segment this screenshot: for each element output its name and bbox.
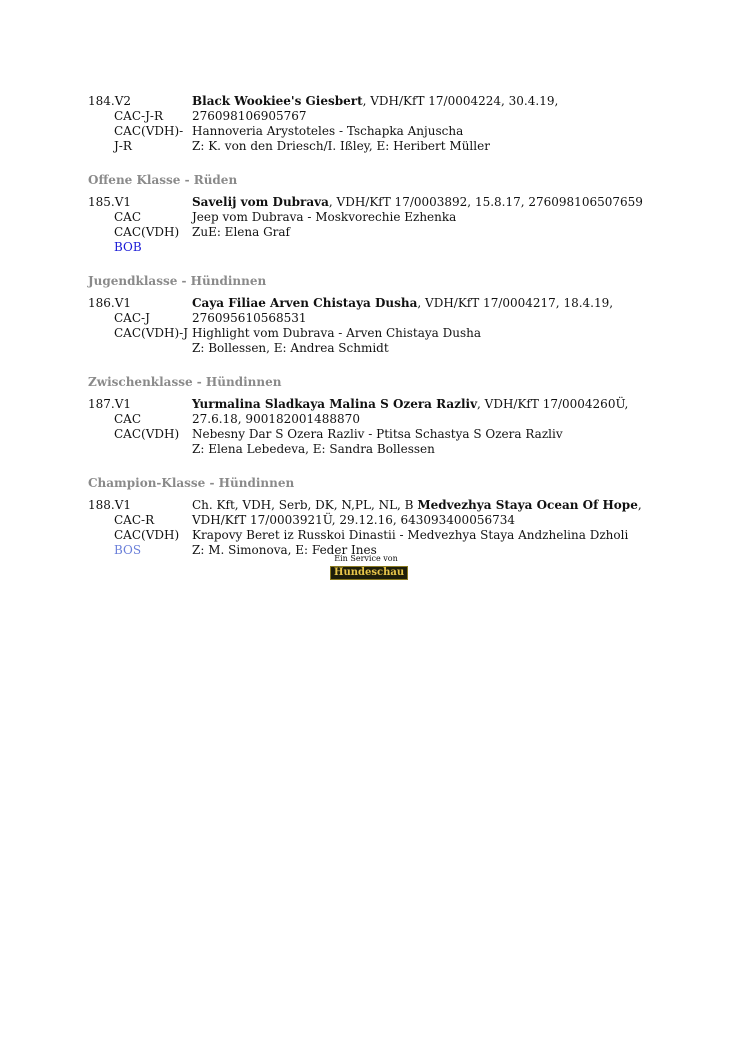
award: CAC(VDH) <box>114 225 180 239</box>
award: CAC-J-R <box>114 109 163 123</box>
entry-number: 186. <box>88 296 115 310</box>
dog-parents: Hannoveria Arystoteles - Tschapka Anjuscha <box>192 124 464 138</box>
entry-rating: V1 <box>114 195 132 209</box>
award: CAC(VDH)-J <box>114 326 189 340</box>
section-title: Offene Klasse - Rüden <box>88 173 238 187</box>
dog-breeder-owner: Z: M. Simonova, E: Feder Ines <box>192 543 377 557</box>
section-title: Champion-Klasse - Hündinnen <box>88 476 295 490</box>
entry-rating: V1 <box>114 397 132 411</box>
entry-187 <box>88 397 648 457</box>
award: CAC <box>114 412 142 426</box>
dog-breeder-owner: Z: K. von den Driesch/I. Ißley, E: Heribert Müller <box>192 139 490 153</box>
dog-parents: Highlight vom Dubrava - Arven Chistaya Dusha <box>192 326 482 340</box>
entry-left-column <box>88 296 192 356</box>
entry-details <box>192 498 648 558</box>
dog-name: Savelij vom Dubrava <box>192 195 329 209</box>
dog-name: Yurmalina Sladkaya Malina S Ozera Razliv <box>192 397 478 411</box>
dog-registration: , VDH/KfT 17/0003892, 15.8.17, 276098106507659 <box>328 195 643 209</box>
entry-left-column <box>88 397 192 457</box>
dog-name: Medvezhya Staya Ocean Of Hope <box>417 498 638 512</box>
award: CAC(VDH)-J-R <box>114 124 184 153</box>
footer-credit <box>330 554 405 580</box>
bos-badge: BOS <box>114 543 142 557</box>
entry-details <box>192 94 648 154</box>
award: CAC(VDH) <box>114 528 180 542</box>
service-text: Ein Service von <box>334 554 398 563</box>
dog-name: Caya Filiae Arven Chistaya Dusha <box>192 296 418 310</box>
dog-parents: Jeep vom Dubrava - Moskvorechie Ezhenka <box>192 210 457 224</box>
award: CAC <box>114 210 142 224</box>
dog-parents: Krapovy Beret iz Russkoi Dinastii - Medvezhya Staya Andzhelina Dzholi <box>192 528 629 542</box>
entry-number: 184. <box>88 94 115 108</box>
entry-left-column <box>88 94 192 154</box>
dog-titles: Ch. Kft, VDH, Serb, DK, N,PL, NL, B <box>192 498 418 512</box>
dog-breeder-owner: Z: Bollessen, E: Andrea Schmidt <box>192 341 389 355</box>
entry-number: 188. <box>88 498 115 512</box>
entry-details <box>192 195 648 255</box>
entry-185 <box>88 195 648 255</box>
entry-left-column <box>88 498 192 558</box>
entry-left-column <box>88 195 192 255</box>
dog-registration: , VDH/KfT 17/0004217, 18.4.19, 276095610568531 <box>192 296 614 325</box>
dog-name: Black Wookiee's Giesbert <box>192 94 363 108</box>
dog-breeder-owner: ZuE: Elena Graf <box>192 225 290 239</box>
hundeschau-logo[interactable]: Hundeschau <box>330 566 408 580</box>
entry-number: 185. <box>88 195 115 209</box>
entry-details <box>192 296 648 356</box>
entry-number: 187. <box>88 397 115 411</box>
dog-registration: , VDH/KfT 17/0004260Ü, 27.6.18, 900182001488870 <box>192 397 629 426</box>
dog-registration: , VDH/KfT 17/0004224, 30.4.19, 276098106905767 <box>192 94 559 123</box>
dog-registration: , VDH/KfT 17/0003921Ü, 29.12.16, 643093400056734 <box>192 498 642 527</box>
award: CAC(VDH) <box>114 427 180 441</box>
dog-breeder-owner: Z: Elena Lebedeva, E: Sandra Bollessen <box>192 442 435 456</box>
entry-rating: V1 <box>114 498 132 512</box>
entry-rating: V2 <box>114 94 132 108</box>
entry-details <box>192 397 648 457</box>
dog-parents: Nebesny Dar S Ozera Razliv - Ptitsa Schastya S Ozera Razliv <box>192 427 563 441</box>
bob-badge: BOB <box>114 240 142 254</box>
entry-184 <box>88 94 648 154</box>
entry-188 <box>88 498 648 558</box>
section-title: Jugendklasse - Hündinnen <box>88 274 267 288</box>
entry-186 <box>88 296 648 356</box>
section-title: Zwischenklasse - Hündinnen <box>88 375 282 389</box>
entry-rating: V1 <box>114 296 132 310</box>
award: CAC-J <box>114 311 150 325</box>
award: CAC-R <box>114 513 155 527</box>
results-list <box>88 94 648 577</box>
